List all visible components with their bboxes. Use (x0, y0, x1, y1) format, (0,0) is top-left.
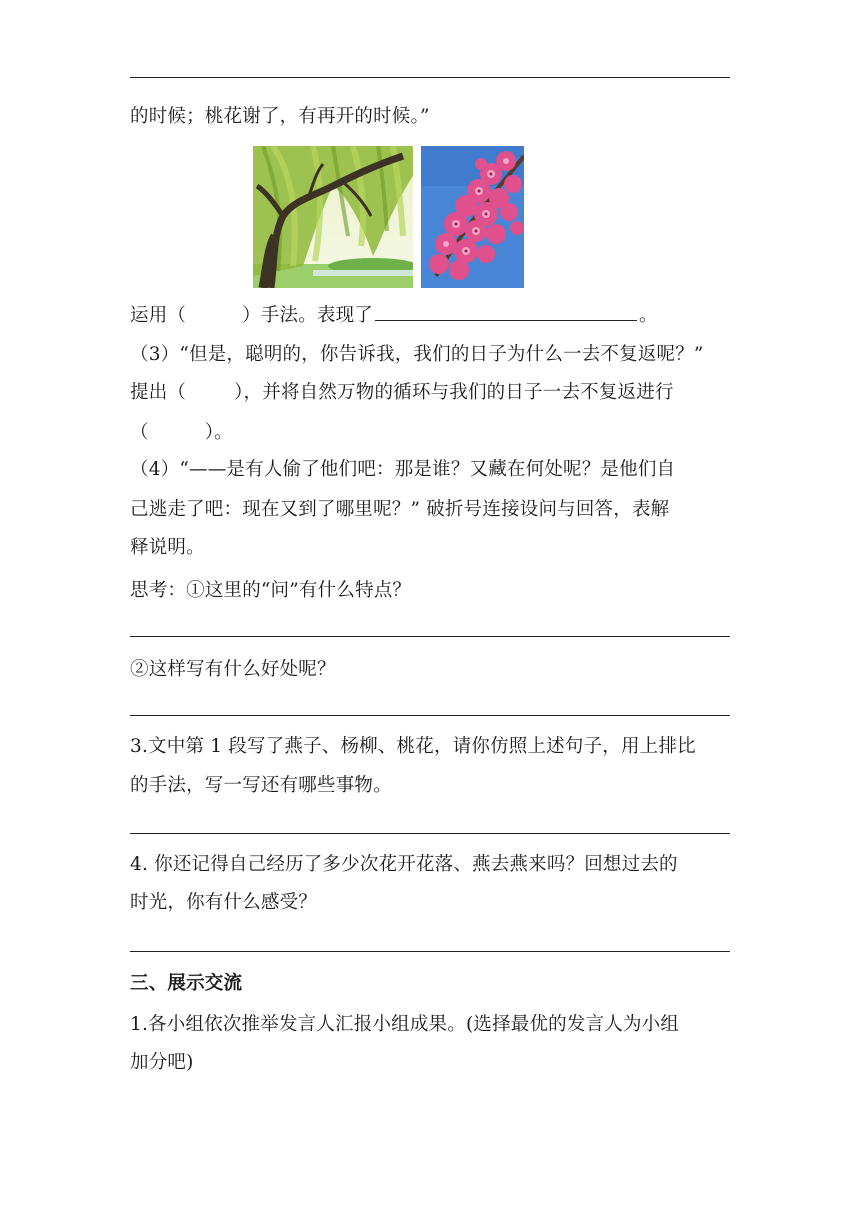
answer-line-4[interactable] (130, 951, 730, 952)
q4-line-2: 己逃走了吧：现在又到了哪里呢？” 破折号连接设问与回答，表解 (130, 499, 670, 520)
peach-blossom-image (421, 146, 524, 288)
think-question-2: ②这样写有什么好处呢？ (130, 659, 336, 680)
section-3-line-2: 加分吧) (130, 1052, 194, 1073)
answer-line-1[interactable] (130, 636, 730, 637)
continuation-line: 的时候；桃花谢了，有再开的时候。” (130, 106, 430, 127)
q3-line-3 (130, 420, 730, 446)
answer-line-3[interactable] (130, 833, 730, 834)
q3-line-3-a: （ (130, 422, 149, 443)
willow-tree-image (253, 146, 413, 288)
item-3-line-1: 3.文中第 1 段写了燕子、杨柳、桃花，请你仿照上述句子，用上排比 (130, 736, 696, 757)
q3-line-2-a: 提出（ (130, 382, 187, 403)
expression-answer-line[interactable] (375, 302, 637, 321)
section-title: 三、展示交流 (130, 973, 243, 994)
technique-prefix: 运用（ (130, 305, 187, 326)
item-4-line-1: 4. 你还记得自己经历了多少次花开花落、燕去燕来吗？回想过去的 (130, 854, 678, 875)
item-3-line-2: 的手法，写一写还有哪些事物。 (130, 775, 392, 796)
technique-question (130, 302, 730, 329)
technique-middle: ）手法。表现了 (242, 305, 374, 326)
answer-line-2[interactable] (130, 715, 730, 716)
q3-line-2 (130, 380, 730, 406)
top-rule (130, 77, 730, 78)
technique-end: 。 (639, 305, 658, 326)
q3-line-3-b: ）。 (204, 422, 233, 443)
item-4-line-2: 时光，你有什么感受？ (130, 892, 318, 913)
think-question-1: 思考：①这里的“问”有什么特点？ (130, 580, 412, 601)
section-3-line-1: 1.各小组依次推举发言人汇报小组成果。(选择最优的发言人为小组 (130, 1014, 680, 1035)
q3-line-1: （3）“但是，聪明的，你告诉我，我们的日子为什么一去不复返呢？” (130, 344, 704, 365)
q3-line-2-b: ），并将自然万物的循环与我们的日子一去不复返进行 (234, 382, 674, 403)
q4-line-1: （4）“——是有人偷了他们吧：那是谁？又藏在何处呢？是他们自 (130, 459, 676, 480)
q4-line-3: 释说明。 (130, 537, 205, 558)
